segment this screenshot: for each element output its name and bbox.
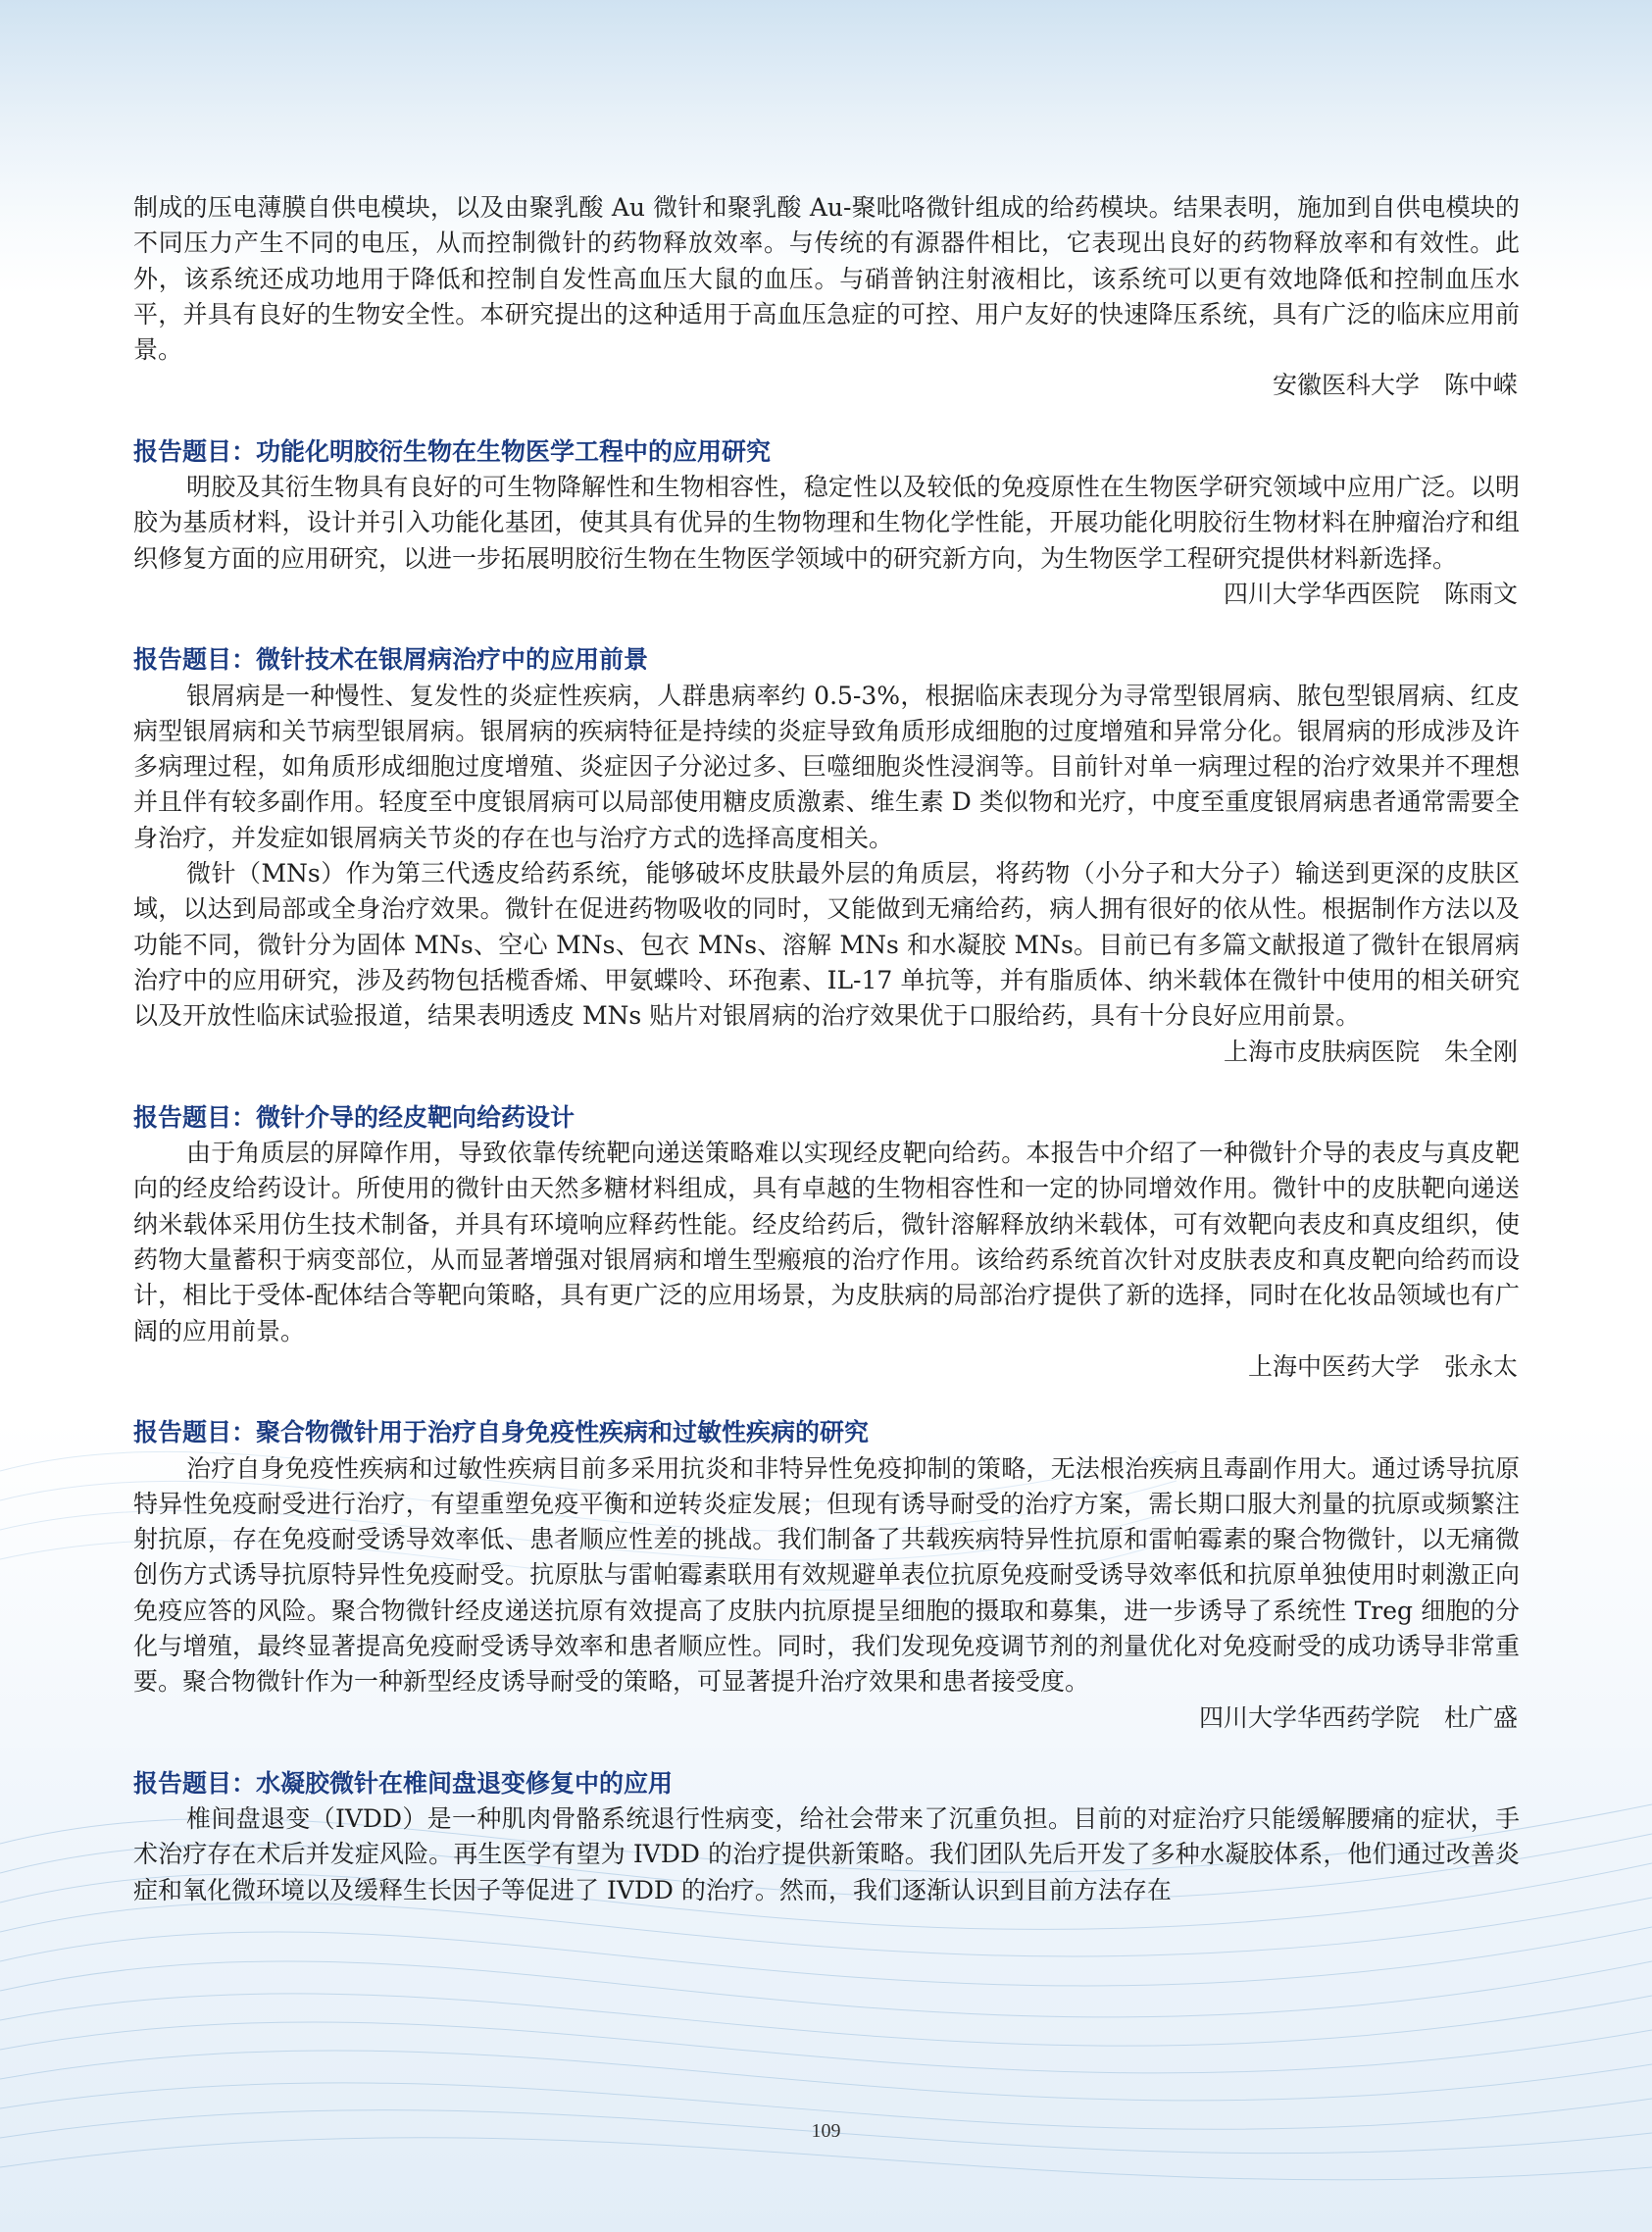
report-paragraph: 银屑病是一种慢性、复发性的炎症性疾病，人群患病率约 0.5-3%，根据临床表现分为寻常型银屑病、脓包型银屑病、红皮病型银屑病和关节病型银屑病。银屑病的疾病特征是持续的炎症导致角质形成细胞的过度增殖和异常分化。银屑病的形成涉及许多病理过程，如角质形成细胞过度增殖、炎症因子分泌过多、巨噬细胞炎性浸润等。目前针对单一病理过程的治疗效果并不理想并且伴有较多副作用。轻度至中度银屑病可以局部使用糖皮质激素、维生素 D 类似物和光疗，中度至重度银屑病患者通常需要全身治疗，并发症如银屑病关节炎的存在也与治疗方式的选择高度相关。 [133,681,1520,852]
report-author: 上海市皮肤病医院 朱全刚 [1223,1037,1518,1066]
report-paragraph: 椎间盘退变（IVDD）是一种肌肉骨骼系统退行性病变，给社会带来了沉重负担。目前的对症治疗只能缓解腰痛的症状，手术治疗存在术后并发症风险。再生医学有望为 IVDD 的治疗提供新策略。我们团队先后开发了多种水凝胶体系，他们通过改善炎症和氧化微环境以及缓释生长因子等促进了 IVDD 的治疗。然而，我们逐渐认识到目前方法存在 [133,1804,1520,1904]
report-paragraph: 治疗自身免疫性疾病和过敏性疾病目前多采用抗炎和非特异性免疫抑制的策略，无法根治疾病且毒副作用大。通过诱导抗原特异性免疫耐受进行治疗，有望重塑免疫平衡和逆转炎症发展；但现有诱导耐受的治疗方案，需长期口服大剂量的抗原或频繁注射抗原，存在免疫耐受诱导效率低、患者顺应性差的挑战。我们制备了共载疾病特异性抗原和雷帕霉素的聚合物微针，以无痛微创伤方式诱导抗原特异性免疫耐受。抗原肽与雷帕霉素联用有效规避单表位抗原免疫耐受诱导效率低和抗原单独使用时刺激正向免疫应答的风险。聚合物微针经皮递送抗原有效提高了皮肤内抗原提呈细胞的摄取和募集，进一步诱导了系统性 Treg 细胞的分化与增殖，最终显著提高免疫耐受诱导效率和患者顺应性。同时，我们发现免疫调节剂的剂量优化对免疫耐受的成功诱导非常重要。聚合物微针作为一种新型经皮诱导耐受的策略，可显著提升治疗效果和患者接受度。 [133,1453,1520,1697]
intro-paragraph: 制成的压电薄膜自供电模块，以及由聚乳酸 Au 微针和聚乳酸 Au-聚吡咯微针组成的给药模块。结果表明，施加到自供电模块的不同压力产生不同的电压，从而控制微针的药物释放效率。与传统的有源器件相比，它表现出良好的药物释放率和有效性。此外，该系统还成功地用于降低和控制自发性高血压大鼠的血压。与硝普钠注射液相比，该系统可以更有效地降低和控制血压水平，并具有良好的生物安全性。本研究提出的这种适用于高血压急症的可控、用户友好的快速降压系统，具有广泛的临床应用前景。 [133,193,1520,365]
report-title: 报告题目：微针技术在银屑病治疗中的应用前景 [133,645,649,675]
report-author: 上海中医药大学 张永太 [1247,1351,1518,1381]
report-paragraph: 明胶及其衍生物具有良好的可生物降解性和生物相容性，稳定性以及较低的免疫原性在生物医学研究领域中应用广泛。以明胶为基质材料，设计并引入功能化基团，使其具有优异的生物物理和生物化学性能，开展功能化明胶衍生物材料在肿瘤治疗和组织修复方面的应用研究，以进一步拓展明胶衍生物在生物医学领域中的研究新方向，为生物医学工程研究提供材料新选择。 [133,473,1520,573]
report-title: 报告题目：微针介导的经皮靶向给药设计 [133,1102,576,1132]
report-title: 报告题目：聚合物微针用于治疗自身免疫性疾病和过敏性疾病的研究 [133,1418,870,1447]
report-paragraph: 微针（MNs）作为第三代透皮给药系统，能够破坏皮肤最外层的角质层，将药物（小分子和大分子）输送到更深的皮肤区域，以达到局部或全身治疗效果。微针在促进药物吸收的同时，又能做到无痛给药，病人拥有很好的依从性。根据制作方法以及功能不同，微针分为固体 MNs、空心 MNs、包衣 MNs、溶解 MNs 和水凝胶 MNs。目前已有多篇文献报道了微针在银屑病治疗中的应用研究，涉及药物包括榄香烯、甲氨蝶呤、环孢素、IL-17 单抗等，并有脂质体、纳米载体在微针中使用的相关研究以及开放性临床试验报道，结果表明透皮 MNs 贴片对银屑病的治疗效果优于口服给药，具有十分良好应用前景。 [133,859,1520,1031]
report-author: 四川大学华西医院 陈雨文 [1223,579,1518,608]
intro-author: 安徽医科大学 陈中嵘 [1272,371,1518,400]
page-number: 109 [811,2120,841,2142]
report-title: 报告题目：功能化明胶衍生物在生物医学工程中的应用研究 [133,436,772,466]
report-paragraph: 由于角质层的屏障作用，导致依靠传统靶向递送策略难以实现经皮靶向给药。本报告中介绍了一种微针介导的表皮与真皮靶向的经皮给药设计。所使用的微针由天然多糖材料组成，具有卓越的生物相容性和一定的协同增效作用。微针中的皮肤靶向递送纳米载体采用仿生技术制备，并具有环境响应释药性能。经皮给药后，微针溶解释放纳米载体，可有效靶向表皮和真皮组织，使药物大量蓄积于病变部位，从而显著增强对银屑病和增生型瘢痕的治疗作用。该给药系统首次针对皮肤表皮和真皮靶向给药而设计，相比于受体-配体结合等靶向策略，具有更广泛的应用场景，为皮肤病的局部治疗提供了新的选择，同时在化妆品领域也有广阔的应用前景。 [133,1139,1520,1345]
report-author: 四川大学华西药学院 杜广盛 [1198,1702,1518,1732]
report-title: 报告题目：水凝胶微针在椎间盘退变修复中的应用 [133,1768,674,1798]
document-body [133,190,1520,1908]
